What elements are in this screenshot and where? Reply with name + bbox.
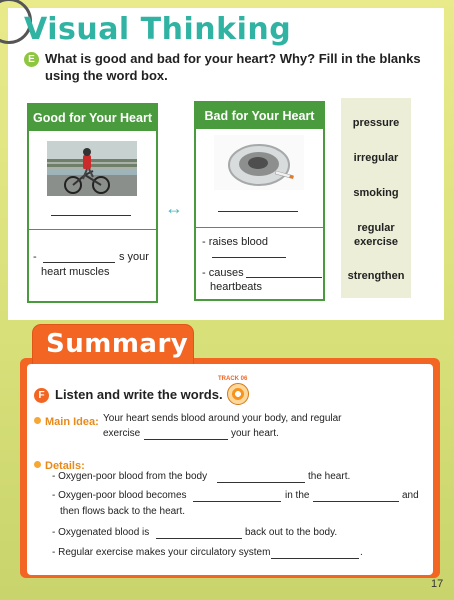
detail-2-blank-1[interactable] (193, 501, 281, 502)
good-column-header: Good for Your Heart (29, 105, 156, 131)
bad-line-causes: - causes (202, 267, 244, 279)
bad-blank-3[interactable] (246, 277, 322, 278)
word-irregular: irregular (353, 152, 399, 164)
double-arrow-icon: ↔ (165, 198, 183, 218)
good-cell-suffix: s your (119, 251, 149, 263)
detail-2d: then flows back to the heart. (60, 506, 186, 517)
bad-blank-1[interactable] (218, 211, 298, 212)
word-smoking: smoking (353, 187, 399, 199)
bad-column-header: Bad for Your Heart (196, 103, 323, 129)
good-cell-dash: - (33, 251, 37, 263)
audio-cd-icon[interactable] (227, 383, 249, 405)
main-idea-label: Main Idea: (45, 416, 99, 428)
good-blank-1[interactable] (51, 215, 131, 216)
detail-4b: . (360, 547, 363, 558)
section-title: Visual Thinking (24, 12, 292, 47)
detail-4-blank[interactable] (271, 558, 359, 559)
details-label: Details: (45, 460, 85, 472)
track-number: TRACK 06 (218, 376, 248, 382)
ashtray-photo (214, 135, 304, 190)
activity-e-question: What is good and bad for your heart? Why? Fill in the blanks using the word box. (45, 51, 421, 83)
good-cell-text: heart muscles (41, 266, 110, 278)
bad-for-heart-column (194, 101, 325, 301)
detail-4a: - Regular exercise makes your circulatory system (52, 547, 271, 558)
bad-divider (196, 227, 323, 228)
activity-f-instruction: Listen and write the words. (55, 386, 223, 402)
detail-3b: back out to the body. (245, 527, 338, 538)
bullet-dot-icon (34, 461, 41, 468)
detail-1-blank[interactable] (217, 482, 305, 483)
detail-1a: - Oxygen-poor blood from the body (52, 471, 208, 482)
detail-1b: the heart. (308, 471, 351, 482)
activity-e (24, 50, 445, 84)
detail-2-blank-2[interactable] (313, 501, 399, 502)
activity-f (34, 383, 249, 405)
bad-line-heartbeats: heartbeats (210, 281, 262, 293)
word-box (341, 98, 411, 298)
main-idea-line-1: Your heart sends blood around your body, and regular (103, 413, 342, 424)
word-strengthen: strengthen (347, 270, 405, 282)
detail-2c: and (402, 490, 419, 501)
bullet-dot-icon (34, 417, 41, 424)
good-for-heart-column (27, 103, 158, 303)
cyclist-photo (47, 141, 137, 196)
good-blank-2[interactable] (43, 262, 115, 263)
detail-3a: - Oxygenated blood is (52, 527, 150, 538)
word-pressure: pressure (352, 117, 400, 129)
detail-3-blank[interactable] (156, 538, 242, 539)
main-idea-line-2a: exercise (103, 428, 141, 439)
activity-letter-f: F (34, 388, 49, 403)
detail-2a: - Oxygen-poor blood becomes (52, 490, 187, 501)
bad-blank-2[interactable] (212, 257, 286, 258)
good-divider (29, 229, 156, 230)
main-idea-line-2b: your heart. (231, 428, 279, 439)
detail-2b: in the (285, 490, 310, 501)
page-number: 17 (431, 578, 444, 590)
bad-line-raises: - raises blood (202, 236, 269, 248)
summary-title: Summary (46, 329, 189, 359)
main-idea (34, 412, 99, 430)
activity-letter-e: E (24, 52, 39, 67)
main-idea-blank[interactable] (144, 439, 228, 440)
word-regular-exercise: regular exercise (353, 222, 399, 248)
